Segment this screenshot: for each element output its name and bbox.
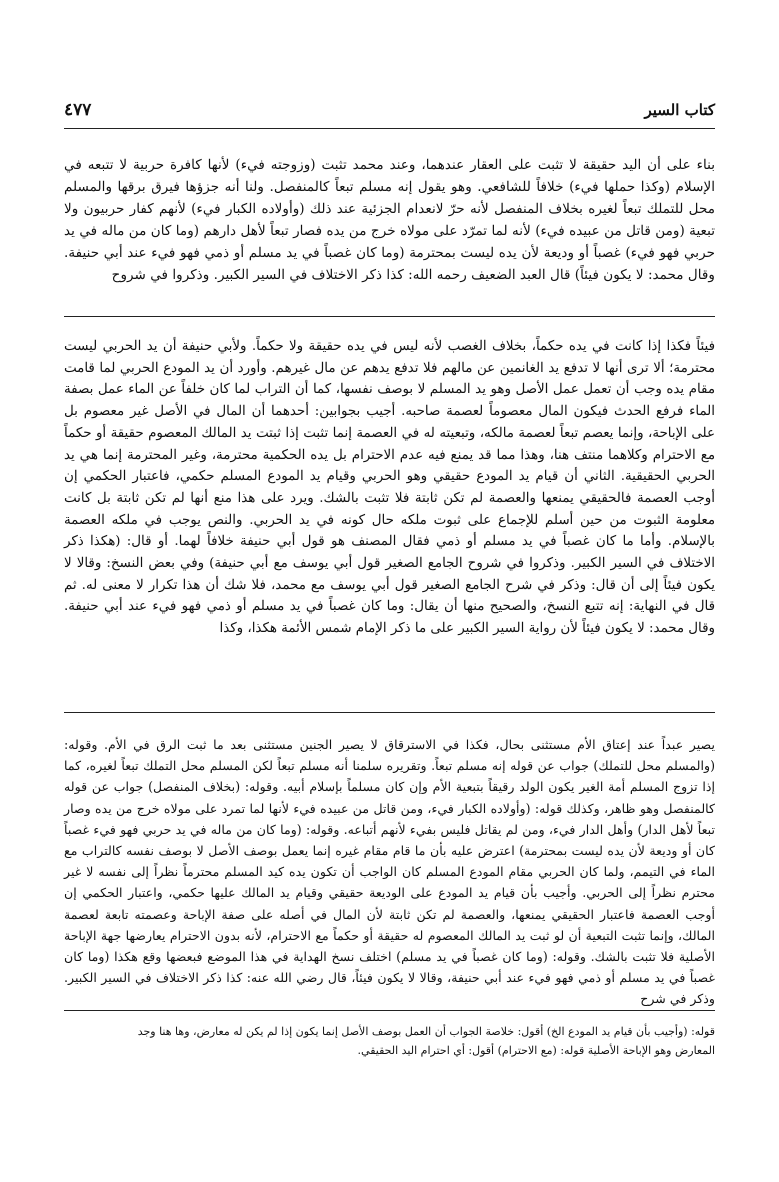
second-commentary-paragraph: يصير عبداً عند إعتاق الأم مستثنى بحال، فكذا في الاسترقاق لا يصير الجنين مستثنى بعد ما ثبت الرق في الأم. وقوله: (والمسلم محل للتملك) جواب عن قوله إنه مسلم تبعاً. وتقريره سلمنا أنه مسلم تبعاً لكن المسلم محل التملك تبعاً لغيره، كما إذا تزوج المسلم أمة الغير يكون الولد رقيقاً بتبعية الأم وإن كان مسلماً بإسلام أبيه. وقوله: (بخلاف المنفصل) جواب عن قوله كالمنفصل وهو ظاهر، وكذلك قوله: (وأولاده الكبار فيء، ومن قاتل من عبيده فيء لأنها لما تمرد على مولاه خرج من يده وصار تبعاً لأهل الدار) وأهل الدار فيء، ومن لم يقاتل فليس بفيء لأنهم أتباعه. وقوله: (وما كان من ماله في يد حربي فهو فيء غصباً كان أو وديعة لأن يده ليست بمحترمة) اعترض عليه بأن ما قام مقام غيره إنما يعمل بوصف الأصل لا بوصف نفسه كالتراب مع الماء في التيمم، ولما كان الحربي مقام المودع المسلم كان الواجب أن تكون يده كيد المسلم محترماً نظراً إلى نفسه لا غير محترم نظراً إلى الحربي. وأجيب بأن قيام يد المودع على الوديعة حقيقي وقيام يد المالك عليها حكمي، واعتبار الحكمي إن أوجب العصمة فاعتبار الحقيقي يمنعها، والعصمة لم تكن ثابتة لأن المال في أصله على صفة الإباحة وعصمته تابعة لعصمة المالك، وإنما تثبت التبعية أن لو ثبت يد المالك المعصوم له حقيقة أو حكماً مع الاحترام، لأنه بدون الاحترام يعارضها جهة الإباحة الأصلية فلا تثبت بالشك. وقوله: (وما كان غصباً في يد مسلم) اختلف نسخ الهداية في هذا الموضع فبعضها وقع هكذا (وما كان غصباً في يد مسلم أو ذمي فهو فيء عند أبي حنيفة، وقالا لا يكون فيئاً، قال رضي الله عنه: كذا ذكر الاختلاف في السير الكبير. وذكر في شرح bbox=[64, 737, 715, 1007]
commentary-block bbox=[64, 336, 715, 640]
page-number: ٤٧٧ bbox=[64, 100, 92, 120]
second-commentary-block bbox=[64, 734, 715, 1010]
main-text-block bbox=[64, 154, 715, 286]
note-line-1: قوله: (وأجيب بأن قيام يد المودع الخ) أقول: خلاصة الجواب أن العمل بوصف الأصل إنما يكون إذا لم يكن له معارض، وها هنا وجد bbox=[137, 1025, 715, 1038]
marginal-notes-block bbox=[64, 1022, 715, 1060]
commentary-paragraph: فيئاً فكذا إذا كانت في يده حكماً، بخلاف الغصب لأنه ليس في يده حقيقة ولا حكماً. ولأبي حنيفة أن يد الحربي ليست محترمة؛ ألا ترى أنها لا تدفع يد الغانمين عن مالهم فلا تدفع يدهم عن مال غيرهم. وأورد أن يد المودع الحربي لما قامت مقام يده وجب أن تعمل عمل الأصل وهو يد المسلم لا بوصف نفسها، كما أن التراب لما كان خلفاً عن الماء عمل بصفة الماء فرفع الحدث فيكون المال معصوماً لعصمة صاحبه. أجيب بجوابين: أحدهما أن المال في الأصل غير معصوم بل على الإباحة، وإنما يعصم تبعاً لعصمة مالكه، وتبعيته له في العصمة إنما تثبت إذا ثبتت يد المالك المعصوم حقيقة أو حكماً مع الاحترام وكلاهما منتف هنا، وهذا مما قد يمنع فيه عدم الاحترام بل يده الحكمية محترمة، وغير المحترمة إنما هي يد الحربي الحقيقية. الثاني أن قيام يد المودع حقيقي وهو الحربي وقيام يد المودع المسلم حكمي، فاعتبار الحكمي إن أوجب العصمة فالحقيقي يمنعها والعصمة لم تكن ثابتة فلا تثبت بالشك. ويرد على هذا منع أنها لم تكن ثابتة بل كانت معلومة الثبوت من حين أسلم للإجماع على ثبوت ملكه حال كونه في يد الحربي. والنص يوجب في ملكه العصمة بالإسلام. وأما ما كان غصباً في يد مسلم أو ذمي فقال المصنف هو قول أبي حنيفة خلافاً لهما. أو قال: (هكذا ذكر الاختلاف في السير الكبير. وذكروا في شروح الجامع الصغير قول أبي يوسف مع أبي حنيفة) وفي بعض النسخ: وقالا لا يكون فيئاً إلى أن قال: وذكر في شرح الجامع الصغير قول أبي يوسف مع محمد، فلا شك أن هذا تكرار لا معنى له. ثم قال في النهاية: إنه تتبع النسخ، والصحيح منها أن يقال: وما كان غصباً في يد مسلم أو ذمي فهو فيء عند أبي حنيفة. وقال محمد: لا يكون فيئاً لأن رواية السير الكبير على ما ذكر الإمام شمس الأئمة هكذا، وكذا bbox=[64, 339, 715, 637]
running-title: كتاب السير bbox=[644, 101, 715, 119]
main-paragraph: بناء على أن اليد حقيقة لا تثبت على العقار عندهما، وعند محمد تثبت (وزوجته فيء) لأنها كافرة حربية لا تتبعه في الإسلام (وكذا حملها فيء) خلافاً للشافعي. وهو يقول إنه مسلم تبعاً كالمنفصل. ولنا أنه جزؤها فيرق برقها والمسلم محل للتملك تبعاً لغيره بخلاف المنفصل لأنه حرّ لانعدام الجزئية عند ذلك (وأولاده الكبار فيء) لأنهم كفار حربيون ولا تبعية (ومن قاتل من عبيده فيء) لأنه لما تمرّد على مولاه خرج من يده فصار تبعاً لأهل دارهم (وما كان من ماله في يد حربي فهو فيء) غصباً أو وديعة لأن يده ليست بمحترمة (وما كان غصباً في يد مسلم أو ذمي فهو فيء عند أبي حنيفة. وقال محمد: لا يكون فيئاً) قال العبد الضعيف رحمه الله: كذا ذكر الاختلاف في السير الكبير. وذكروا في شروح bbox=[64, 157, 715, 283]
header-rule bbox=[64, 128, 715, 129]
page-header bbox=[64, 100, 715, 124]
main-text-divider bbox=[64, 316, 715, 317]
note-line-2: المعارض وهو الإباحة الأصلية قوله: (مع الاحترام) أقول: أي احترام اليد الحقيقي. bbox=[357, 1044, 715, 1057]
commentary-divider bbox=[64, 712, 715, 713]
notes-divider bbox=[64, 1010, 715, 1011]
